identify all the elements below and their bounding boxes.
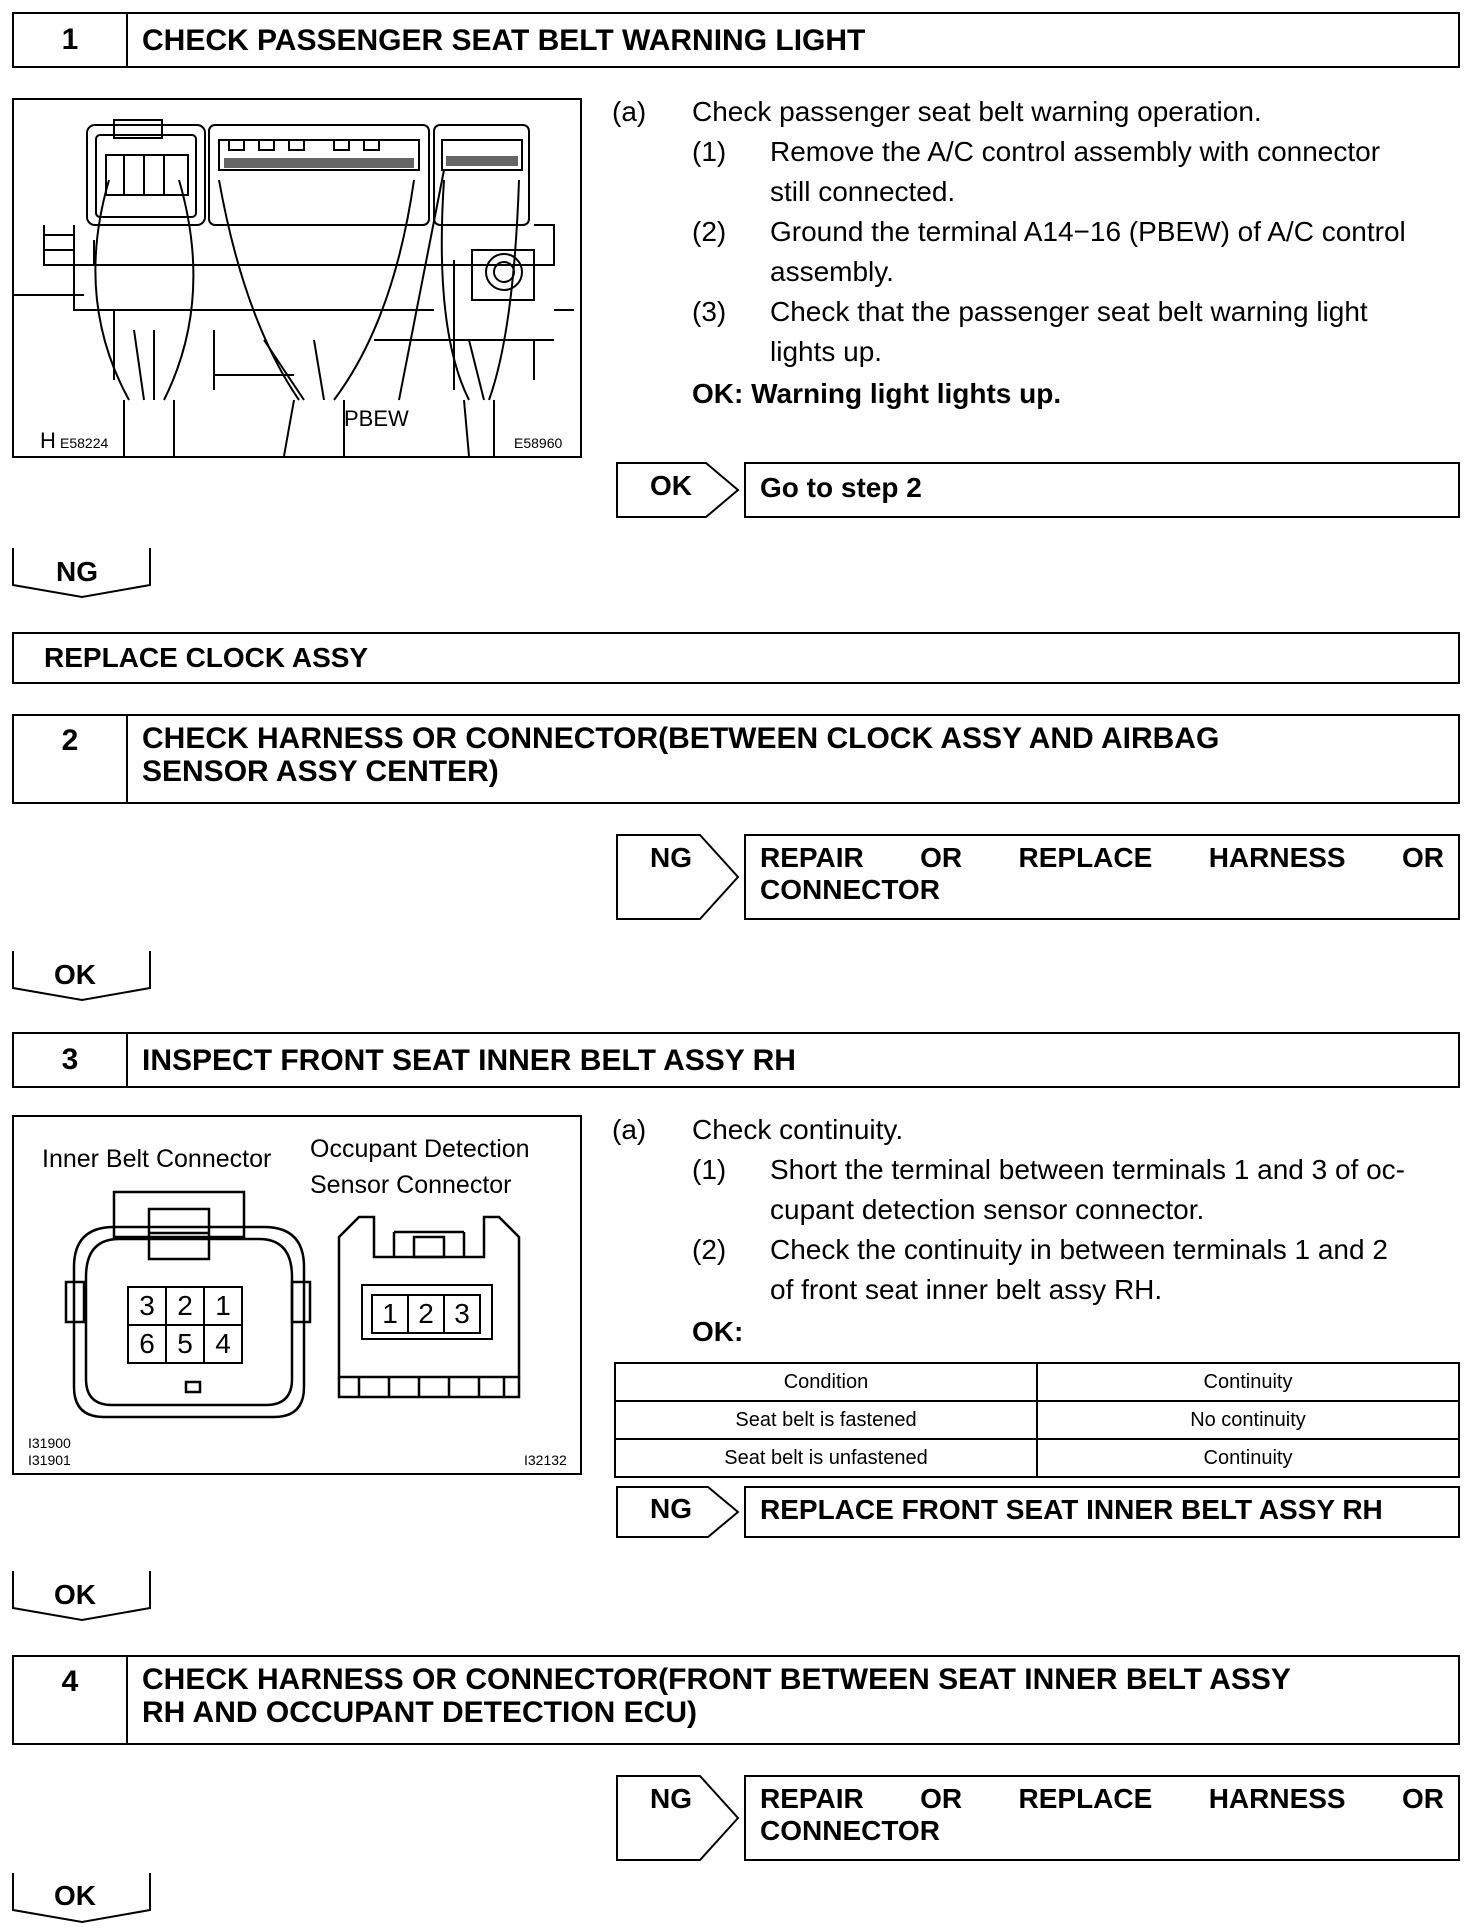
- action-word: REPLACE: [1018, 1783, 1153, 1814]
- step-title-line1: CHECK HARNESS OR CONNECTOR(FRONT BETWEEN SEAT INNER BELT ASSY: [142, 1663, 1291, 1696]
- figure-code: I32132: [524, 1452, 567, 1468]
- inner-belt-connector-label: Inner Belt Connector: [42, 1145, 272, 1173]
- ng-tab-label: NG: [56, 556, 98, 587]
- occupant-sensor-label-line2: Sensor Connector: [310, 1171, 512, 1199]
- ok-criteria: OK:: [692, 1316, 744, 1347]
- pin-label: 2: [177, 1290, 193, 1321]
- ok-tag-label: OK: [650, 470, 692, 501]
- step-title: [142, 716, 1446, 802]
- repair-replace-harness-box: [744, 834, 1460, 920]
- repair-replace-harness-box: [744, 1775, 1460, 1861]
- connector-figure-1: [12, 98, 582, 458]
- instruction-a: Check passenger seat belt warning operation.: [692, 96, 1262, 127]
- figure-code-left: E58224: [60, 435, 109, 451]
- pin-label: 2: [418, 1298, 434, 1329]
- instruction-2-line2: of front seat inner belt assy RH.: [770, 1274, 1163, 1305]
- step-number: 4: [14, 1657, 128, 1743]
- action-word: OR: [920, 1783, 963, 1814]
- action-word: REPAIR: [760, 842, 864, 873]
- step-number: 1: [14, 14, 128, 66]
- step-title: CHECK PASSENGER SEAT BELT WARNING LIGHT: [142, 23, 866, 57]
- action-word: OR: [920, 842, 963, 873]
- step-4-header: [12, 1655, 1460, 1745]
- connector-pin-diagram: [14, 1117, 580, 1473]
- instruction-marker-a: (a): [612, 1114, 647, 1145]
- ok-criteria: OK: Warning light lights up.: [692, 378, 1062, 409]
- table-cell: Seat belt is unfastened: [615, 1439, 1037, 1477]
- instruction-marker-2: (2): [692, 1234, 727, 1265]
- ng-tag-label: NG: [650, 1783, 692, 1814]
- step-number: 3: [14, 1034, 128, 1086]
- instruction-2-line2: assembly.: [770, 256, 894, 287]
- step-title-line2: RH AND OCCUPANT DETECTION ECU): [142, 1696, 697, 1729]
- connector-figure-3: [12, 1115, 582, 1475]
- step-title: [142, 1657, 1446, 1743]
- instruction-1-line2: still connected.: [770, 176, 956, 207]
- action-word: HARNESS: [1208, 842, 1346, 873]
- step-3-header: [12, 1032, 1460, 1088]
- instruction-marker-3: (3): [692, 296, 727, 327]
- step-title-line2: SENSOR ASSY CENTER): [142, 755, 499, 788]
- repair-action-line2: CONNECTOR: [760, 1815, 940, 1846]
- table-cell: Continuity: [1037, 1439, 1459, 1477]
- figure-code: I31901: [28, 1452, 71, 1468]
- instruction-1-line2: cupant detection sensor connector.: [770, 1194, 1205, 1225]
- table-row: [615, 1401, 1459, 1439]
- ng-tag-label: NG: [650, 1493, 692, 1524]
- table-header: Continuity: [1037, 1363, 1459, 1401]
- action-word: OR: [1402, 842, 1444, 873]
- ok-tab-label: OK: [54, 959, 96, 990]
- pin-label: 1: [215, 1290, 231, 1321]
- pin-label: 6: [139, 1328, 155, 1359]
- ac-control-connector-diagram: [14, 100, 580, 456]
- pbew-label: PBEW: [344, 406, 409, 431]
- repair-action-line1: [760, 842, 1444, 874]
- figure-code-right: E58960: [514, 435, 563, 451]
- go-to-step-2-box: Go to step 2: [744, 462, 1460, 518]
- action-word: OR: [1402, 1783, 1444, 1814]
- pin-label: 5: [177, 1328, 193, 1359]
- figure-code-h: H: [40, 428, 56, 453]
- instruction-marker-a: (a): [612, 96, 647, 127]
- step-number: 2: [14, 716, 128, 802]
- table-header-row: [615, 1363, 1459, 1401]
- table-row: [615, 1439, 1459, 1477]
- instruction-marker-1: (1): [692, 136, 727, 167]
- action-word: HARNESS: [1208, 1783, 1346, 1814]
- pin-label: 4: [215, 1328, 231, 1359]
- step-title-line1: CHECK HARNESS OR CONNECTOR(BETWEEN CLOCK ASSY AND AIRBAG: [142, 722, 1220, 755]
- action-word: REPAIR: [760, 1783, 864, 1814]
- instruction-3-line2: lights up.: [770, 336, 883, 367]
- repair-action-line2: CONNECTOR: [760, 874, 940, 905]
- step-title: INSPECT FRONT SEAT INNER BELT ASSY RH: [142, 1043, 796, 1077]
- pin-label: 3: [454, 1298, 470, 1329]
- replace-inner-belt-box: REPLACE FRONT SEAT INNER BELT ASSY RH: [744, 1486, 1460, 1538]
- repair-action-line1: [760, 1783, 1444, 1815]
- table-cell: Seat belt is fastened: [615, 1401, 1037, 1439]
- pin-label: 1: [382, 1298, 398, 1329]
- table-header: Condition: [615, 1363, 1037, 1401]
- instruction-1-line1: Short the terminal between terminals 1 and 3 of oc-: [770, 1154, 1406, 1185]
- ok-tab-label: OK: [54, 1880, 96, 1911]
- ok-tab-label: OK: [54, 1579, 96, 1610]
- ng-tag-label: NG: [650, 842, 692, 873]
- step-1-header: [12, 12, 1460, 68]
- table-cell: No continuity: [1037, 1401, 1459, 1439]
- instruction-2-line1: Check the continuity in between terminals 1 and 2: [770, 1234, 1388, 1265]
- instruction-marker-2: (2): [692, 216, 727, 247]
- instruction-1-line1: Remove the A/C control assembly with connector: [770, 136, 1381, 167]
- occupant-sensor-label-line1: Occupant Detection: [310, 1135, 530, 1163]
- step-2-header: [12, 714, 1460, 804]
- continuity-table: [614, 1362, 1460, 1478]
- instruction-marker-1: (1): [692, 1154, 727, 1185]
- instruction-3-line1: Check that the passenger seat belt warning light: [770, 296, 1368, 327]
- pin-label: 3: [139, 1290, 155, 1321]
- replace-clock-assy-box: REPLACE CLOCK ASSY: [12, 632, 1460, 684]
- action-word: REPLACE: [1018, 842, 1153, 873]
- figure-code: I31900: [28, 1435, 71, 1451]
- instruction-a: Check continuity.: [692, 1114, 904, 1145]
- instruction-2-line1: Ground the terminal A14−16 (PBEW) of A/C control: [770, 216, 1406, 247]
